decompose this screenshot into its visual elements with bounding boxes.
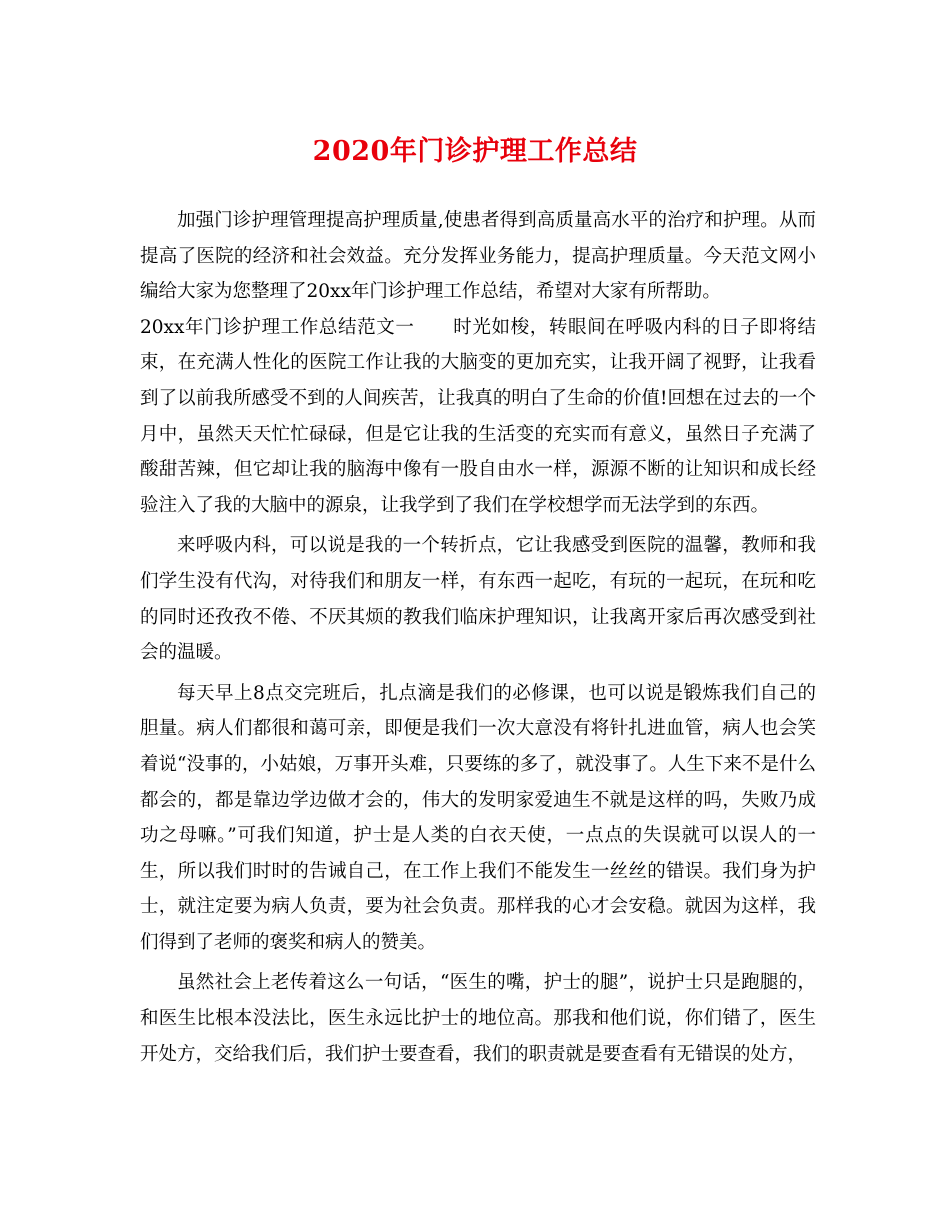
paragraph-4: 每天早上8点交完班后，扎点滴是我们的必修课，也可以说是锻炼我们自己的胆量。病人们都很和蔼可亲，即便是我们一次大意没有将针扎进血管，病人也会笑着说“没事的，小姑娘，万事开头难，只要练的多了，就没事了。人生下来不是什么都会的，都是靠边学边做才会的，伟大的发明家爱迪生不就是这样的吗，失败乃成功之母嘛。”可我们知道，护士是人类的白衣天使，一点点的失误就可以误人的一生，所以我们时时的告诫自己，在工作上我们不能发生一丝丝的错误。我们身为护士，就注定要为病人负责，要为社会负责。那样我的心才会安稳。就因为这样，我们得到了老师的褒奖和病人的赞美。 [140,682,816,953]
paragraph-sample-one [140,310,816,524]
paragraph-3: 来呼吸内科，可以说是我的一个转折点，它让我感受到医院的温馨，教师和我们学生没有代沟，对待我们和朋友一样，有东西一起吃，有玩的一起玩，在玩和吃的同时还孜孜不倦、不厌其烦的教我们临床护理知识，让我离开家后再次感受到社会的温暖。 [140,535,816,664]
sample-heading: 20xx年门诊护理工作总结范文一 [140,316,415,338]
sample-one-text: 时光如梭，转眼间在呼吸内科的日子即将结束，在充满人性化的医院工作让我的大脑变的更加充实，让我开阔了视野，让我看到了以前我所感受不到的人间疾苦，让我真的明白了生命的价值!回想在过去的一个月中，虽然天天忙忙碌碌，但是它让我的生活变的充实而有意义，虽然日子充满了酸甜苦辣，但它却让我的脑海中像有一股自由水一样，源源不断的让知识和成长经验注入了我的大脑中的源泉，让我学到了我们在学校想学而无法学到的东西。 [140,316,816,516]
document-title: 2020年门诊护理工作总结 [312,136,638,167]
paragraph-intro: 加强门诊护理管理提高护理质量,使患者得到高质量高水平的治疗和护理。从而提高了医院的经济和社会效益。充分发挥业务能力，提高护理质量。今天范文网小编给大家为您整理了20xx年门诊护理工作总结，希望对大家有所帮助。 [140,210,816,303]
document-body [140,203,816,1072]
paragraph-5: 虽然社会上老传着这么一句话，“医生的嘴，护士的腿”，说护士只是跑腿的，和医生比根本没法比，医生永远比护士的地位高。那我和他们说，你们错了，医生开处方，交给我们后，我们护士要查看，我们的职责就是要查看有无错误的处方， [140,972,816,1065]
